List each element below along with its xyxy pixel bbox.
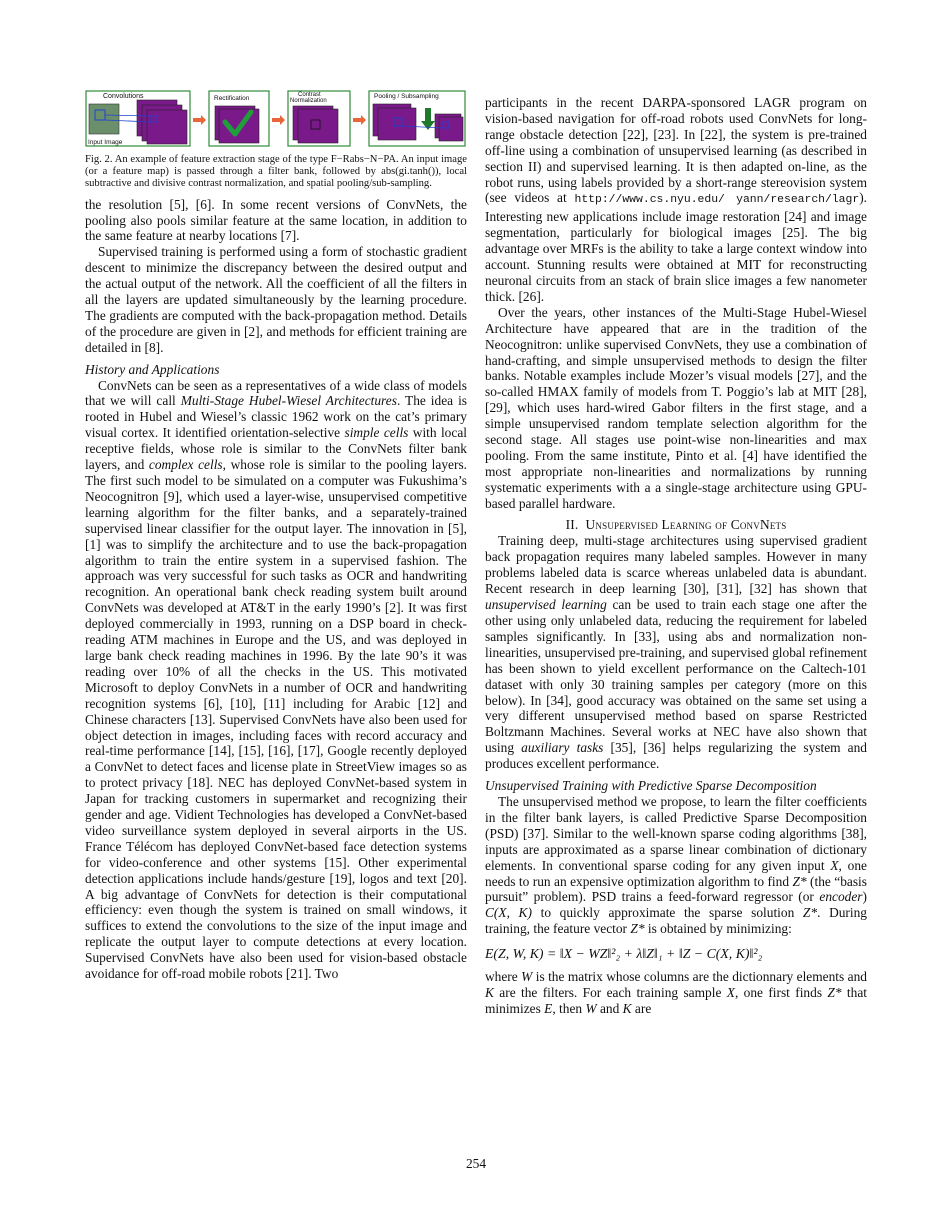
conv-feature-map	[147, 110, 187, 144]
arrow-1	[193, 115, 206, 125]
right-column	[485, 95, 867, 1017]
caption-text: An example of feature extraction stage of the type F−Rabs−N−PA. An input image (or a feature map) is passed through a filter bank, followed by abs(gi.tanh()), local subtractive and divisive contrast normalization, and spatial pooling/sub-sampling.	[85, 154, 467, 190]
paragraph: Over the years, other instances of the Multi-Stage Hubel-Wiesel Architecture have appeared that are in the tradition of the Neocognitron: unlike supervised ConvNets, they use a combination of hand-crafting, and simple unsupervised methods to design the filter banks. Notable examples include Mozer’s visual models [27], and the so-called HMAX family of models from T. Poggio’s lab at MIT [28], [29], which uses hard-wired Gabor filters in the first stage, and a simple unsupervised random template selection algorithm for the second stage. All stages use point-wise non-linearities and max pooling. From the same institute, Pinto et al. [4] have identified the most appropriate non-linearities and normalizations by running systematic experiments with a a single-stage architecture using GPU-based parallel hardware.	[485, 304, 867, 511]
pooled-map	[439, 117, 463, 141]
paragraph: the resolution [5], [6]. In some recent versions of ConvNets, the pooling also pools similar feature at the same location, in addition to the same feature at nearby locations [7].	[85, 196, 467, 244]
pre-pool-map	[378, 108, 416, 140]
normalized-map	[298, 109, 338, 143]
subsection-heading-psd: Unsupervised Training with Predictive Sparse Decomposition	[485, 778, 817, 794]
stage-label-normalization: Contrast Normalization	[290, 92, 327, 104]
section-heading: II. Unsupervised Learning of ConvNets	[565, 516, 787, 532]
paragraph: Training deep, multi-stage architectures using supervised gradient back propagation requires many labeled samples. However in many problems labeled data is scarce whereas unlabeled data is abundant. Recent research in deep learning [30], [31], [32] has shown that unsupervised learning can be used to train each stage one after the other using only unlabeled data, reducing the requirement for labeled samples significantly. In [33], using abs and normalization non-linearities, unsupervised pre-training, and supervised global refinement has been shown to yield excellent performance on the Caltech-101 dataset with only 30 training samples per category (more on this below). In [34], good accuracy was obtained on the same set using a very different unsupervised method based on sparse Restricted Boltzmann Machines. Several works at NEC have also shown that using auxiliary tasks [35], [36] helps regularizing the system and produces excellent performance.	[485, 533, 867, 772]
paragraph: where W is the matrix whose columns are the dictionnary elements and K are the filters. For each training sample X, one first finds Z* that minimizes E, then W and K are	[485, 969, 867, 1016]
figure-2	[85, 88, 467, 150]
psd-energy-equation: E(Z, W, K) = ‖X − WZ‖²₂ + λ‖Z‖₁ + ‖Z − C(X, K)‖²₂	[485, 946, 763, 962]
left-column	[85, 88, 467, 982]
stage-label-pooling: Pooling / Subsampling	[374, 93, 439, 100]
stage-label-rectification: Rectification	[214, 95, 250, 102]
arrow-2	[272, 115, 285, 125]
feature-extraction-diagram	[85, 88, 467, 150]
caption-prefix: Fig. 2.	[85, 154, 113, 165]
input-image-label: Input Image	[88, 139, 123, 146]
figure-caption	[85, 154, 467, 191]
input-image	[89, 104, 119, 134]
paragraph: participants in the recent DARPA-sponsored LAGR program on vision-based navigation for off-road robots used ConvNets for long-range obstacle detection [22], [23]. In [22], the system is pre-trained off-line using a combination of unsupervised learning (as described in section II) and supervised learning. It is then adapted on-line, as the robot runs, using labels provided by a short-range stereovision system (see videos at http://www.cs.nyu.edu/ yann/research/lagr). Interesting new applications include image restoration [24] and image segmentation, particularly for biological images [25]. The big advantage over MRFs is the ability to take a large context window into account. Stunning results were obtained at MIT for reconstructing neuronal circuits from an stack of brain slice images a few nanometer thick. [26].	[485, 95, 867, 304]
page-number: 254	[465, 1156, 487, 1171]
subsection-heading-history: History and Applications	[85, 361, 220, 377]
lagr-url[interactable]: http://www.cs.nyu.edu/ yann/research/lagr	[574, 194, 860, 207]
paragraph-history: ConvNets can be seen as a representatives of a wide class of models that we will call Multi-Stage Hubel-Wiesel Architectures. The idea is rooted in Hubel and Wiesel’s classic 1962 work on the cat’s primary visual cortex. It identified orientation-selective simple cells with local receptive fields, whose role is similar to the ConvNets filter bank layers, and complex cells, whose role is similar to the pooling layers. The first such model to be simulated on a computer was Fukushima’s Neocognitron [9], which used a layer-wise, unsupervised competitive learning algorithm for the filter banks, and a separately-trained supervised linear classifier for the output layer. The innovation in [5], [1] was to simplify the architecture and to use the back-propagation algorithm to train the entire system in a supervised fashion. The approach was very successful for such tasks as OCR and handwriting recognition. An operational bank check reading system built around ConvNets was developed at AT&T in the early 1990’s [2]. It was first deployed commercially in 1993, running on a DSP board in check-reading ATM machines in Europe and the US, and was deployed in large bank check reading machines in 1996. By the late 90’s it was reading over 10% of all the checks in the US. This motivated Microsoft to deploy ConvNets in a number of OCR and handwriting recognition systems [6], [10], [11] including for Arabic [12] and Chinese characters [13]. Supervised ConvNets have also been used for object detection in images, including faces with record accuracy and real-time performance [14], [15], [16], [17], Google recently deployed a ConvNet to detect faces and license plate in StreetView images so as to protect privacy [18]. NEC has deployed ConvNet-based system in Japan for tracking customers in supermarket and recognizing their gender and age. Vidient Technologies has developed a ConvNet-based video surveillance system deployed in several airports in the US. France Télécom has deployed ConvNet-based face detection systems for video-conference and other systems [15]. Other experimental detection applications include hands/gesture [19], logos and text [20]. A big advantage of ConvNets for detection is their computational efficiency: even though the system is trained on small windows, it suffices to extend the convolutions to the size of the input image and replicate the output layer to compute detections at every location. Supervised ConvNets have also been used for vision-based obstacle avoidance for off-road mobile robots [21]. Two	[85, 377, 468, 982]
paragraph: The unsupervised method we propose, to learn the filter coefficients in the filter bank layers, is called Predictive Sparse Decomposition (PSD) [37]. Similar to the well-known sparse coding algorithms [38], inputs are approximated as a sparse linear combination of dictionary elements. In conventional sparse coding for any given input X, one needs to run an expensive optimization algorithm to find Z* (the “basis pursuit” problem). PSD trains a feed-forward regressor (or encoder) C(X, K) to quickly approximate the sparse solution Z*. During training, the feature vector Z* is obtained by minimizing:	[485, 793, 868, 937]
stage-label-convolutions: Convolutions	[103, 93, 144, 100]
paragraph: Supervised training is performed using a form of stochastic gradient descent to minimize the discrepancy between the desired output and the actual output of the network. All the coefficient of all the filters in all the layers are updated simultaneously by the learning procedure. The gradients are computed with the back-propagation method. Details of the procedure are given in [2], and methods for efficient training are detailed in [8].	[85, 244, 467, 355]
arrow-3	[353, 115, 366, 125]
